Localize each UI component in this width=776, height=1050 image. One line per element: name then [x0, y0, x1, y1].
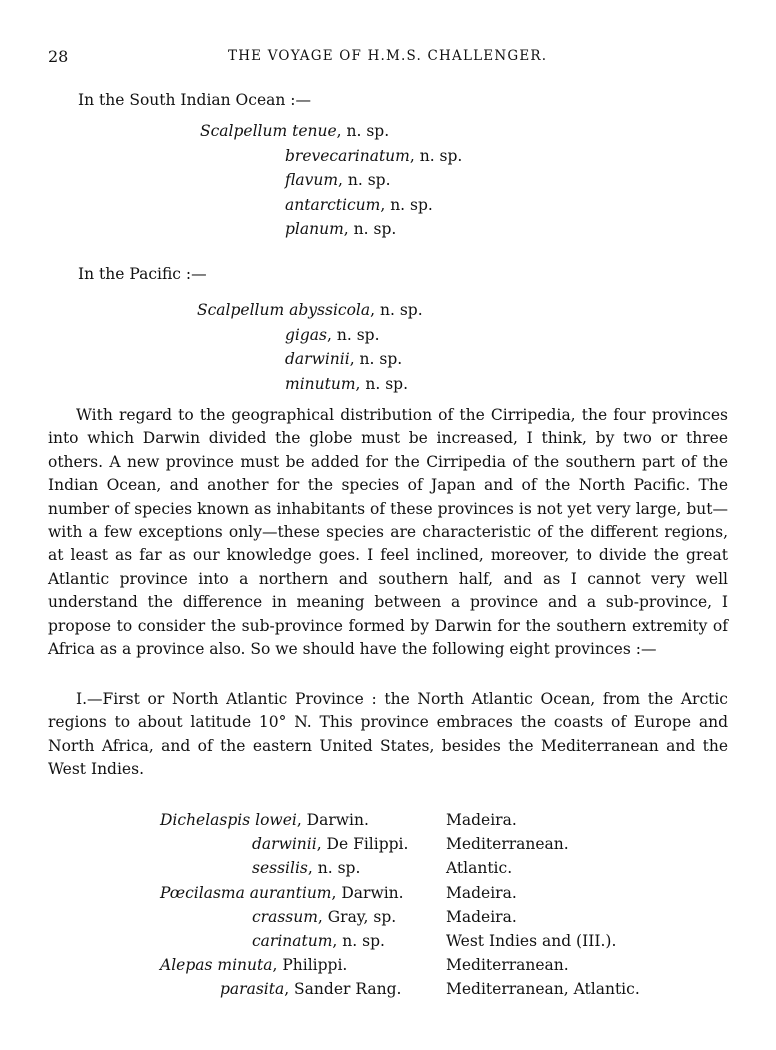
- page-header: [48, 47, 728, 69]
- species-entry: darwinii, n. sp.: [285, 350, 403, 368]
- species-cell: Dichelaspis lowei, Darwin.: [160, 811, 369, 829]
- species-locality-table: [160, 808, 680, 1002]
- species-cell: parasita, Sander Rang.: [220, 980, 402, 999]
- pacific-heading: In the Pacific :—: [78, 265, 207, 283]
- species-entry: flavum, n. sp.: [285, 171, 391, 189]
- species-entry: minutum, n. sp.: [285, 374, 409, 393]
- locality-cell: Madeira.: [446, 907, 517, 926]
- province-one-paragraph: I.—First or North Atlantic Province : the North Atlantic Ocean, from the Arctic regions to about latitude 10° N. This province embraces the coasts of Europe and North Africa, and of the eastern United States, besides the Mediterranean and the West Indies.: [48, 690, 728, 779]
- table-row: [160, 856, 680, 880]
- species-entry: planum, n. sp.: [285, 220, 397, 238]
- species-entry: brevecarinatum, n. sp.: [285, 146, 463, 165]
- locality-cell: Mediterranean.: [446, 835, 569, 854]
- table-row: [160, 881, 680, 905]
- running-title: THE VOYAGE OF H.M.S. CHALLENGER.: [228, 48, 548, 64]
- table-row: [160, 808, 680, 832]
- locality-cell: Atlantic.: [446, 859, 513, 878]
- table-row: [160, 977, 680, 1001]
- table-row: [160, 929, 680, 953]
- species-entry: Scalpellum abyssicola, n. sp.: [197, 301, 423, 319]
- locality-cell: Mediterranean.: [446, 956, 569, 975]
- species-entry: gigas, n. sp.: [285, 325, 380, 344]
- table-row: [160, 953, 680, 977]
- locality-cell: Mediterranean, Atlantic.: [446, 980, 640, 999]
- locality-cell: West Indies and (III.).: [446, 931, 617, 950]
- species-cell: darwinii, De Filippi.: [252, 835, 409, 854]
- species-cell: Alepas minuta, Philippi.: [160, 956, 348, 975]
- pacific-species-list: [197, 298, 423, 396]
- page-number: 28: [48, 47, 69, 66]
- species-cell: crassum, Gray, sp.: [252, 907, 397, 926]
- species-entry: antarcticum, n. sp.: [285, 195, 433, 214]
- species-cell: Pœcilasma aurantium, Darwin.: [160, 883, 404, 902]
- locality-cell: Madeira.: [446, 811, 517, 829]
- south-indian-heading: In the South Indian Ocean :—: [78, 91, 311, 109]
- table-row: [160, 905, 680, 929]
- table-row: [160, 832, 680, 856]
- locality-cell: Madeira.: [446, 883, 517, 902]
- south-indian-species-list: [200, 119, 462, 242]
- species-cell: sessilis, n. sp.: [252, 859, 361, 878]
- distribution-paragraph: With regard to the geographical distribution of the Cirripedia, the four provinces into which Darwin divided the globe must be increased, I think, by two or three others. A new province must be added for the Cirripedia of the southern part of the Indian Ocean, and another for the species of Japan and of the North Pacific. The number of species known as inhabitants of these provinces is not yet very large, but—with a few exceptions only—these species are characteristic of the different regions, at least as far as our knowledge goes. I feel inclined, moreover, to divide the great Atlantic province into a northern and southern half, and as I cannot very well understand the difference in meaning between a province and a sub-province, I propose to consider the sub-province formed by Darwin for the southern extremity of Africa as a province also. So we should have the following eight provinces :—: [48, 406, 728, 659]
- species-cell: carinatum, n. sp.: [252, 931, 385, 950]
- species-entry: Scalpellum tenue, n. sp.: [200, 122, 390, 140]
